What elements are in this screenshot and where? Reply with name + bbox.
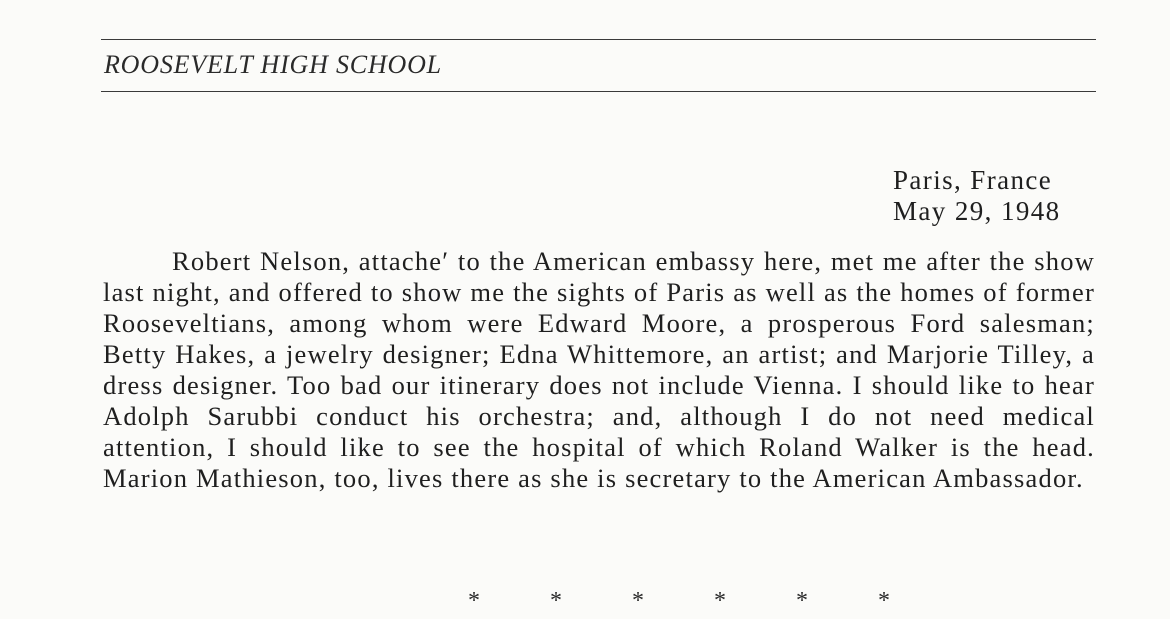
dateline-date: May 29, 1948: [893, 196, 1061, 226]
section-separator-asterisks: * * * * * *: [468, 588, 922, 614]
running-header-title: ROOSEVELT HIGH SCHOOL: [104, 50, 442, 79]
header-top-rule: [101, 39, 1096, 40]
dateline-place: Paris, France: [893, 165, 1053, 195]
letter-body-paragraph: Robert Nelson, attache′ to the American embassy here, met me after the show last night, and offered to show me the sights of Paris as well as the homes of former Rooseveltians, among whom were Edward Moore, a prosperous Ford salesman; Betty Hakes, a jewelry designer; Edna Whittemore, an artist; and Marjorie Tilley, a dress designer. Too bad our itinerary does not include Vienna. I should like to hear Adolph Sarubbi conduct his orchestra; and, although I do not need medical attention, I should like to see the hospital of which Roland Walker is the head. Marion Mathieson, too, lives there as she is secretary to the American Ambassador.: [103, 246, 1095, 493]
header-bottom-rule: [101, 91, 1096, 92]
letter-dateline: [893, 165, 1061, 227]
